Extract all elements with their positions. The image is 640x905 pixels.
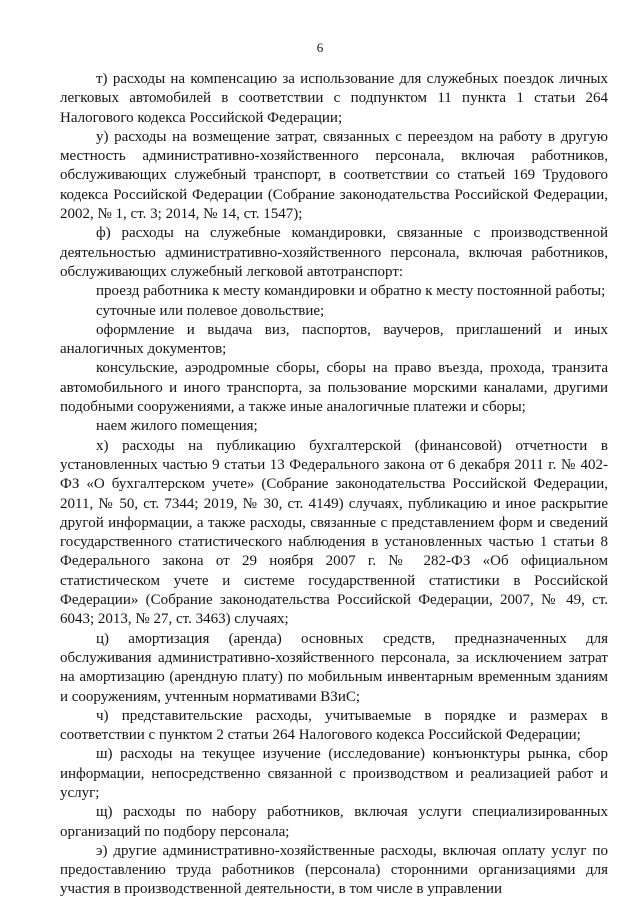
paragraph-sh-market-research: ш) расходы на текущее изучение (исследование) конъюнктуры рынка, сбор информации, непосредственно связанной с производством и реализацией работ и услуг; — [60, 746, 608, 801]
list-item-visa-passport-processing: оформление и выдача виз, паспортов, ваучеров, приглашений и иных аналогичных документов; — [60, 321, 608, 358]
paragraph-f-business-trips: ф) расходы на служебные командировки, связанные с производственной деятельностью административно-хозяйственного персонала, включая работников, обслуживающих служебный легковой автотранспорт: — [60, 225, 608, 280]
list-item-daily-allowance: суточные или полевое довольствие; — [96, 302, 325, 319]
list-item-accommodation-rental: наем жилого помещения; — [96, 418, 258, 435]
paragraph-e-other-admin-expenses: э) другие административно-хозяйственные расходы, включая оплату услуг по предоставлению труда работников (персонала) сторонними организациями для участия в производственной деятельности, в том числе в управлении — [60, 842, 608, 898]
page-number: 6 — [316, 40, 324, 55]
paragraph-ch-representation-expenses: ч) представительские расходы, учитываемые в порядке и размерах в соответствии с пунктом 2 статьи 264 Налогового кодекса Российской Федерации; — [60, 707, 608, 744]
list-item-consular-airport-fees: консульские, аэродромные сборы, сборы на право въезда, прохода, транзита автомобильного и иного транспорта, за пользование морскими каналами, другими подобными сооружениями, а также иные аналогичные платежи и сборы; — [60, 360, 608, 416]
paragraph-kh-publication-expenses: х) расходы на публикацию бухгалтерской (финансовой) отчетности в установленных частью 9 статьи 13 Федерального закона от 6 декабря 2011 г. № 402-ФЗ «О бухгалтерском учете» (Собрание законодательства Российской Федерации, 2011, № 50, ст. 7344; 2019, № 30, ст. 4149) случаях, публикацию и иное раскрытие другой информации, а также расходы, связанные с представлением форм и сведений государственного статистического наблюдения в установленных частью 1 статьи 8 Федерального закона от 29 ноября 2007 г. № 282-ФЗ «Об официальном статистическом учете и системе государственной статистики в Российской Федерации» (Собрание законодательства Российской Федерации, 2007, № 49, ст. 6043; 2013, № 27, ст. 3463) случаях; — [60, 437, 608, 628]
paragraph-t-car-compensation: т) расходы на компенсацию за использование для служебных поездок личных легковых автомобилей в соответствии с подпунктом 11 пункта 1 статьи 264 Налогового кодекса Российской Федерации; — [60, 71, 608, 126]
paragraph-shch-recruitment: щ) расходы по набору работников, включая услуги специализированных организаций по подбору персонала; — [60, 804, 608, 840]
paragraph-u-relocation-expenses: у) расходы на возмещение затрат, связанных с переездом на работу в другую местность административно-хозяйственного персонала, включая работников, обслуживающих служебный транспорт, в соответствии со статьей 169 Трудового кодекса Российской Федерации (Собрание законодательства Российской Федерации, 2002, № 1, ст. 3; 2014, № 14, ст. 1547); — [60, 128, 608, 223]
document-body — [60, 70, 608, 900]
list-item-travel-to-destination: проезд работника к месту командировки и обратно к месту постоянной работы; — [96, 283, 606, 300]
paragraph-ts-depreciation: ц) амортизация (аренда) основных средств, предназначенных для обслуживания административно-хозяйственного персонала, за исключением затрат на амортизацию (арендную плату) по мобильным инвентарным временным зданиям и сооружениям, учтенным нормативами ВЗиС; — [60, 630, 608, 705]
